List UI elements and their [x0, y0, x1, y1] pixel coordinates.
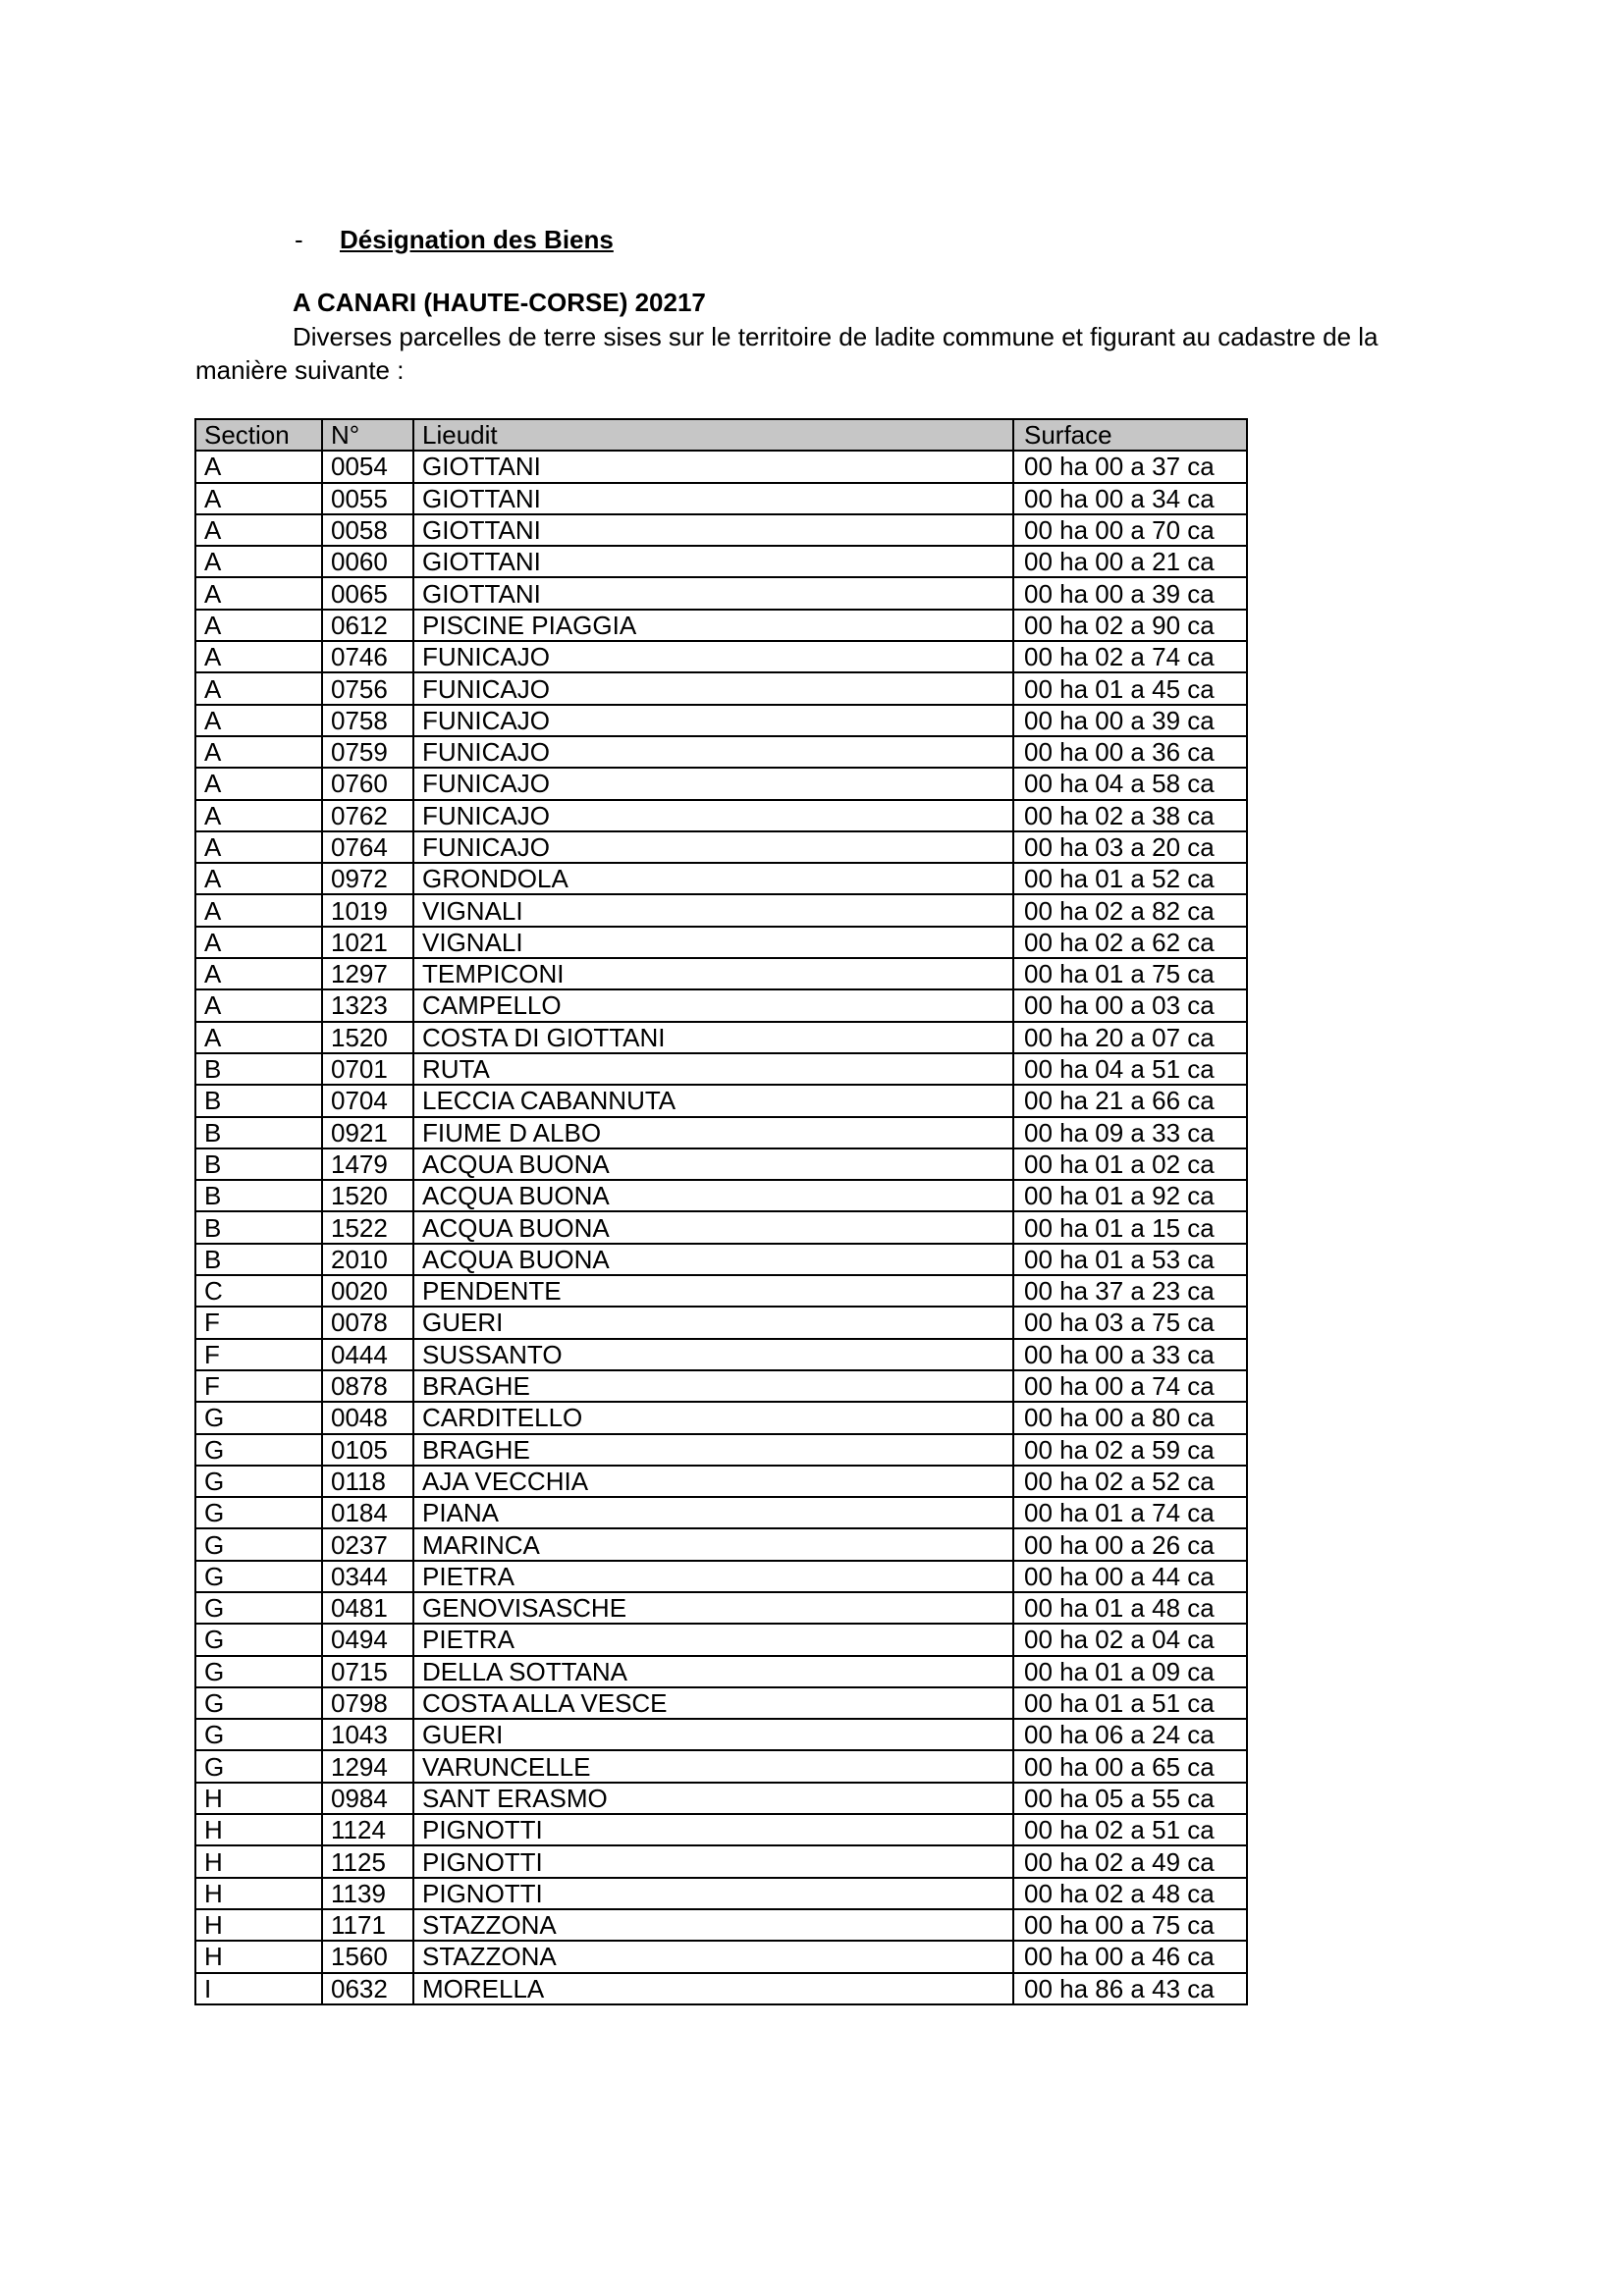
cell-lieudit: ACQUA BUONA — [413, 1180, 1013, 1211]
cell-number: 1520 — [322, 1022, 413, 1053]
cell-surface: 00 ha 00 a 80 ca — [1013, 1402, 1247, 1433]
table-row — [195, 1624, 1247, 1655]
cell-surface: 00 ha 09 a 33 ca — [1013, 1117, 1247, 1148]
column-header-section: Section — [195, 419, 322, 451]
cell-surface: 00 ha 00 a 21 ca — [1013, 546, 1247, 577]
cell-surface: 00 ha 20 a 07 ca — [1013, 1022, 1247, 1053]
table-row — [195, 1370, 1247, 1402]
cell-lieudit: ACQUA BUONA — [413, 1211, 1013, 1243]
table-row — [195, 1402, 1247, 1433]
cell-section: A — [195, 610, 322, 641]
intro-paragraph: Diverses parcelles de terre sises sur le territoire de ladite commune et figurant au cadastre de la manière suivante : — [195, 322, 1379, 385]
cell-lieudit: FUNICAJO — [413, 831, 1013, 863]
table-row — [195, 1497, 1247, 1528]
cell-number: 1297 — [322, 958, 413, 989]
table-row — [195, 1878, 1247, 1909]
cell-section: G — [195, 1434, 322, 1466]
cell-lieudit: GUERI — [413, 1307, 1013, 1338]
table-row — [195, 1180, 1247, 1211]
cell-surface: 00 ha 00 a 36 ca — [1013, 736, 1247, 768]
table-row — [195, 736, 1247, 768]
table-row — [195, 610, 1247, 641]
table-row — [195, 1719, 1247, 1750]
cell-section: A — [195, 894, 322, 926]
cell-surface: 00 ha 01 a 02 ca — [1013, 1148, 1247, 1180]
table-row — [195, 1244, 1247, 1275]
cell-number: 0798 — [322, 1687, 413, 1719]
cell-lieudit: GUERI — [413, 1719, 1013, 1750]
cell-number: 1522 — [322, 1211, 413, 1243]
cell-lieudit: GRONDOLA — [413, 863, 1013, 894]
cell-section: A — [195, 736, 322, 768]
table-row — [195, 1053, 1247, 1085]
cell-number: 0762 — [322, 800, 413, 831]
cell-lieudit: BRAGHE — [413, 1370, 1013, 1402]
cell-section: I — [195, 1973, 322, 2004]
cell-surface: 00 ha 00 a 03 ca — [1013, 989, 1247, 1021]
cell-surface: 00 ha 86 a 43 ca — [1013, 1973, 1247, 2004]
cell-section: A — [195, 800, 322, 831]
cell-number: 0984 — [322, 1783, 413, 1814]
cell-lieudit: FIUME D ALBO — [413, 1117, 1013, 1148]
cell-lieudit: RUTA — [413, 1053, 1013, 1085]
cell-lieudit: GIOTTANI — [413, 451, 1013, 482]
table-body — [195, 451, 1247, 2004]
table-row — [195, 863, 1247, 894]
cell-section: G — [195, 1402, 322, 1433]
cell-lieudit: DELLA SOTTANA — [413, 1656, 1013, 1687]
cell-section: G — [195, 1750, 322, 1782]
cell-lieudit: AJA VECCHIA — [413, 1466, 1013, 1497]
cell-number: 0972 — [322, 863, 413, 894]
cell-lieudit: STAZZONA — [413, 1909, 1013, 1941]
cell-section: B — [195, 1180, 322, 1211]
cell-surface: 00 ha 00 a 39 ca — [1013, 577, 1247, 609]
cell-surface: 00 ha 02 a 62 ca — [1013, 927, 1247, 958]
cell-section: B — [195, 1085, 322, 1116]
cell-surface: 00 ha 00 a 37 ca — [1013, 451, 1247, 482]
cell-number: 0020 — [322, 1275, 413, 1307]
cell-lieudit: VIGNALI — [413, 894, 1013, 926]
cell-number: 0048 — [322, 1402, 413, 1433]
cell-surface: 00 ha 02 a 04 ca — [1013, 1624, 1247, 1655]
cell-number: 0237 — [322, 1528, 413, 1560]
parcels-table — [194, 418, 1248, 2005]
table-row — [195, 546, 1247, 577]
cell-number: 0632 — [322, 1973, 413, 2004]
cell-surface: 00 ha 01 a 75 ca — [1013, 958, 1247, 989]
cell-surface: 00 ha 06 a 24 ca — [1013, 1719, 1247, 1750]
cell-lieudit: STAZZONA — [413, 1941, 1013, 1972]
cell-lieudit: COSTA DI GIOTTANI — [413, 1022, 1013, 1053]
cell-number: 1043 — [322, 1719, 413, 1750]
heading-title: Désignation des Biens — [340, 225, 614, 254]
cell-section: A — [195, 989, 322, 1021]
table-row — [195, 958, 1247, 989]
cell-section: A — [195, 483, 322, 514]
cell-number: 0060 — [322, 546, 413, 577]
cell-surface: 00 ha 00 a 74 ca — [1013, 1370, 1247, 1402]
cell-section: A — [195, 831, 322, 863]
cell-surface: 00 ha 01 a 15 ca — [1013, 1211, 1247, 1243]
cell-number: 2010 — [322, 1244, 413, 1275]
cell-section: G — [195, 1719, 322, 1750]
cell-number: 1124 — [322, 1814, 413, 1845]
cell-number: 0756 — [322, 672, 413, 704]
cell-number: 1323 — [322, 989, 413, 1021]
table-row — [195, 1211, 1247, 1243]
cell-lieudit: COSTA ALLA VESCE — [413, 1687, 1013, 1719]
table-row — [195, 1434, 1247, 1466]
cell-surface: 00 ha 01 a 92 ca — [1013, 1180, 1247, 1211]
column-header-lieudit: Lieudit — [413, 419, 1013, 451]
cell-lieudit: PIGNOTTI — [413, 1878, 1013, 1909]
cell-surface: 00 ha 03 a 75 ca — [1013, 1307, 1247, 1338]
cell-lieudit: PIGNOTTI — [413, 1845, 1013, 1877]
cell-surface: 00 ha 05 a 55 ca — [1013, 1783, 1247, 1814]
cell-number: 0704 — [322, 1085, 413, 1116]
table-row — [195, 1592, 1247, 1624]
cell-lieudit: FUNICAJO — [413, 641, 1013, 672]
cell-surface: 00 ha 00 a 65 ca — [1013, 1750, 1247, 1782]
cell-number: 0058 — [322, 514, 413, 546]
cell-lieudit: PIGNOTTI — [413, 1814, 1013, 1845]
cell-surface: 00 ha 00 a 33 ca — [1013, 1339, 1247, 1370]
cell-lieudit: PISCINE PIAGGIA — [413, 610, 1013, 641]
cell-lieudit: FUNICAJO — [413, 768, 1013, 799]
cell-section: A — [195, 927, 322, 958]
cell-lieudit: MORELLA — [413, 1973, 1013, 2004]
cell-number: 1171 — [322, 1909, 413, 1941]
cell-surface: 00 ha 01 a 53 ca — [1013, 1244, 1247, 1275]
cell-surface: 00 ha 02 a 59 ca — [1013, 1434, 1247, 1466]
cell-number: 0760 — [322, 768, 413, 799]
cell-number: 1560 — [322, 1941, 413, 1972]
cell-number: 1139 — [322, 1878, 413, 1909]
cell-section: B — [195, 1148, 322, 1180]
cell-number: 0921 — [322, 1117, 413, 1148]
cell-lieudit: VIGNALI — [413, 927, 1013, 958]
cell-section: F — [195, 1370, 322, 1402]
table-row — [195, 1814, 1247, 1845]
cell-section: H — [195, 1878, 322, 1909]
cell-number: 0612 — [322, 610, 413, 641]
cell-lieudit: FUNICAJO — [413, 736, 1013, 768]
table-row — [195, 705, 1247, 736]
cell-lieudit: CARDITELLO — [413, 1402, 1013, 1433]
cell-number: 1125 — [322, 1845, 413, 1877]
cell-surface: 00 ha 02 a 49 ca — [1013, 1845, 1247, 1877]
cell-section: H — [195, 1814, 322, 1845]
cell-surface: 00 ha 00 a 44 ca — [1013, 1561, 1247, 1592]
cell-lieudit: GIOTTANI — [413, 577, 1013, 609]
cell-surface: 00 ha 00 a 70 ca — [1013, 514, 1247, 546]
table-row — [195, 989, 1247, 1021]
cell-number: 0078 — [322, 1307, 413, 1338]
cell-section: A — [195, 641, 322, 672]
cell-section: G — [195, 1592, 322, 1624]
cell-section: A — [195, 1022, 322, 1053]
table-header-row — [195, 419, 1247, 451]
column-header-surface: Surface — [1013, 419, 1247, 451]
cell-number: 0746 — [322, 641, 413, 672]
table-row — [195, 1941, 1247, 1972]
table-row — [195, 1909, 1247, 1941]
cell-section: H — [195, 1845, 322, 1877]
table-row — [195, 1783, 1247, 1814]
table-row — [195, 483, 1247, 514]
cell-number: 0481 — [322, 1592, 413, 1624]
table-row — [195, 894, 1247, 926]
cell-lieudit: GENOVISASCHE — [413, 1592, 1013, 1624]
cell-section: A — [195, 958, 322, 989]
table-row — [195, 1339, 1247, 1370]
cell-lieudit: BRAGHE — [413, 1434, 1013, 1466]
cell-number: 0055 — [322, 483, 413, 514]
cell-surface: 00 ha 02 a 90 ca — [1013, 610, 1247, 641]
table-row — [195, 1085, 1247, 1116]
cell-surface: 00 ha 21 a 66 ca — [1013, 1085, 1247, 1116]
table-row — [195, 451, 1247, 482]
cell-number: 1019 — [322, 894, 413, 926]
commune-title: A CANARI (HAUTE-CORSE) 20217 — [293, 288, 706, 317]
section-heading — [295, 224, 614, 255]
table-row — [195, 1022, 1247, 1053]
cell-section: H — [195, 1783, 322, 1814]
cell-lieudit: FUNICAJO — [413, 705, 1013, 736]
cell-surface: 00 ha 04 a 51 ca — [1013, 1053, 1247, 1085]
cell-section: G — [195, 1624, 322, 1655]
cell-number: 0105 — [322, 1434, 413, 1466]
cell-lieudit: ACQUA BUONA — [413, 1244, 1013, 1275]
cell-number: 0701 — [322, 1053, 413, 1085]
table-row — [195, 768, 1247, 799]
cell-surface: 00 ha 04 a 58 ca — [1013, 768, 1247, 799]
table-row — [195, 831, 1247, 863]
cell-section: G — [195, 1466, 322, 1497]
cell-lieudit: GIOTTANI — [413, 514, 1013, 546]
table-row — [195, 641, 1247, 672]
cell-number: 0344 — [322, 1561, 413, 1592]
cell-section: G — [195, 1497, 322, 1528]
cell-lieudit: VARUNCELLE — [413, 1750, 1013, 1782]
cell-number: 0715 — [322, 1656, 413, 1687]
table-row — [195, 1117, 1247, 1148]
cell-surface: 00 ha 01 a 09 ca — [1013, 1656, 1247, 1687]
cell-lieudit: LECCIA CABANNUTA — [413, 1085, 1013, 1116]
cell-surface: 00 ha 01 a 51 ca — [1013, 1687, 1247, 1719]
table-row — [195, 800, 1247, 831]
table-row — [195, 1307, 1247, 1338]
table-row — [195, 1561, 1247, 1592]
cell-number: 0444 — [322, 1339, 413, 1370]
cell-surface: 00 ha 02 a 82 ca — [1013, 894, 1247, 926]
cell-section: B — [195, 1053, 322, 1085]
cell-lieudit: FUNICAJO — [413, 800, 1013, 831]
cell-section: A — [195, 451, 322, 482]
cell-lieudit: PIANA — [413, 1497, 1013, 1528]
heading-bullet: - — [295, 225, 303, 254]
cell-number: 0758 — [322, 705, 413, 736]
cell-surface: 00 ha 00 a 26 ca — [1013, 1528, 1247, 1560]
table-row — [195, 927, 1247, 958]
table-row — [195, 1687, 1247, 1719]
cell-section: A — [195, 672, 322, 704]
cell-surface: 00 ha 01 a 48 ca — [1013, 1592, 1247, 1624]
cell-section: C — [195, 1275, 322, 1307]
cell-number: 1294 — [322, 1750, 413, 1782]
cell-number: 0065 — [322, 577, 413, 609]
table-row — [195, 1148, 1247, 1180]
table-row — [195, 577, 1247, 609]
cell-surface: 00 ha 02 a 74 ca — [1013, 641, 1247, 672]
column-header-number: N° — [322, 419, 413, 451]
table-row — [195, 672, 1247, 704]
cell-lieudit: PIETRA — [413, 1624, 1013, 1655]
cell-section: A — [195, 577, 322, 609]
cell-number: 0764 — [322, 831, 413, 863]
cell-surface: 00 ha 03 a 20 ca — [1013, 831, 1247, 863]
cell-surface: 00 ha 00 a 75 ca — [1013, 1909, 1247, 1941]
cell-number: 0118 — [322, 1466, 413, 1497]
cell-section: G — [195, 1687, 322, 1719]
cell-surface: 00 ha 02 a 48 ca — [1013, 1878, 1247, 1909]
cell-number: 1520 — [322, 1180, 413, 1211]
table-row — [195, 514, 1247, 546]
table-row — [195, 1275, 1247, 1307]
cell-surface: 00 ha 02 a 51 ca — [1013, 1814, 1247, 1845]
cell-surface: 00 ha 01 a 52 ca — [1013, 863, 1247, 894]
cell-section: A — [195, 863, 322, 894]
cell-lieudit: SANT ERASMO — [413, 1783, 1013, 1814]
cell-surface: 00 ha 01 a 74 ca — [1013, 1497, 1247, 1528]
cell-lieudit: ACQUA BUONA — [413, 1148, 1013, 1180]
cell-lieudit: GIOTTANI — [413, 546, 1013, 577]
table-row — [195, 1528, 1247, 1560]
cell-number: 0184 — [322, 1497, 413, 1528]
cell-section: A — [195, 768, 322, 799]
cell-section: G — [195, 1561, 322, 1592]
table-row — [195, 1973, 1247, 2004]
cell-lieudit: TEMPICONI — [413, 958, 1013, 989]
cell-number: 0878 — [322, 1370, 413, 1402]
cell-surface: 00 ha 02 a 38 ca — [1013, 800, 1247, 831]
cell-lieudit: FUNICAJO — [413, 672, 1013, 704]
cell-surface: 00 ha 00 a 46 ca — [1013, 1941, 1247, 1972]
cell-lieudit: CAMPELLO — [413, 989, 1013, 1021]
cell-lieudit: GIOTTANI — [413, 483, 1013, 514]
cell-section: H — [195, 1909, 322, 1941]
cell-number: 0759 — [322, 736, 413, 768]
cell-section: G — [195, 1656, 322, 1687]
cell-surface: 00 ha 01 a 45 ca — [1013, 672, 1247, 704]
cell-section: A — [195, 546, 322, 577]
cell-section: B — [195, 1244, 322, 1275]
cell-surface: 00 ha 00 a 34 ca — [1013, 483, 1247, 514]
table-row — [195, 1845, 1247, 1877]
cell-surface: 00 ha 37 a 23 ca — [1013, 1275, 1247, 1307]
cell-section: B — [195, 1117, 322, 1148]
table-row — [195, 1656, 1247, 1687]
cell-number: 0054 — [322, 451, 413, 482]
table-row — [195, 1750, 1247, 1782]
cell-surface: 00 ha 00 a 39 ca — [1013, 705, 1247, 736]
cell-lieudit: PENDENTE — [413, 1275, 1013, 1307]
cell-lieudit: MARINCA — [413, 1528, 1013, 1560]
cell-number: 0494 — [322, 1624, 413, 1655]
cell-lieudit: SUSSANTO — [413, 1339, 1013, 1370]
cell-section: F — [195, 1307, 322, 1338]
cell-section: H — [195, 1941, 322, 1972]
cell-section: A — [195, 705, 322, 736]
cell-section: G — [195, 1528, 322, 1560]
cell-section: A — [195, 514, 322, 546]
cell-section: F — [195, 1339, 322, 1370]
cell-number: 1479 — [322, 1148, 413, 1180]
cell-surface: 00 ha 02 a 52 ca — [1013, 1466, 1247, 1497]
table-row — [195, 1466, 1247, 1497]
cell-lieudit: PIETRA — [413, 1561, 1013, 1592]
cell-section: B — [195, 1211, 322, 1243]
cell-number: 1021 — [322, 927, 413, 958]
